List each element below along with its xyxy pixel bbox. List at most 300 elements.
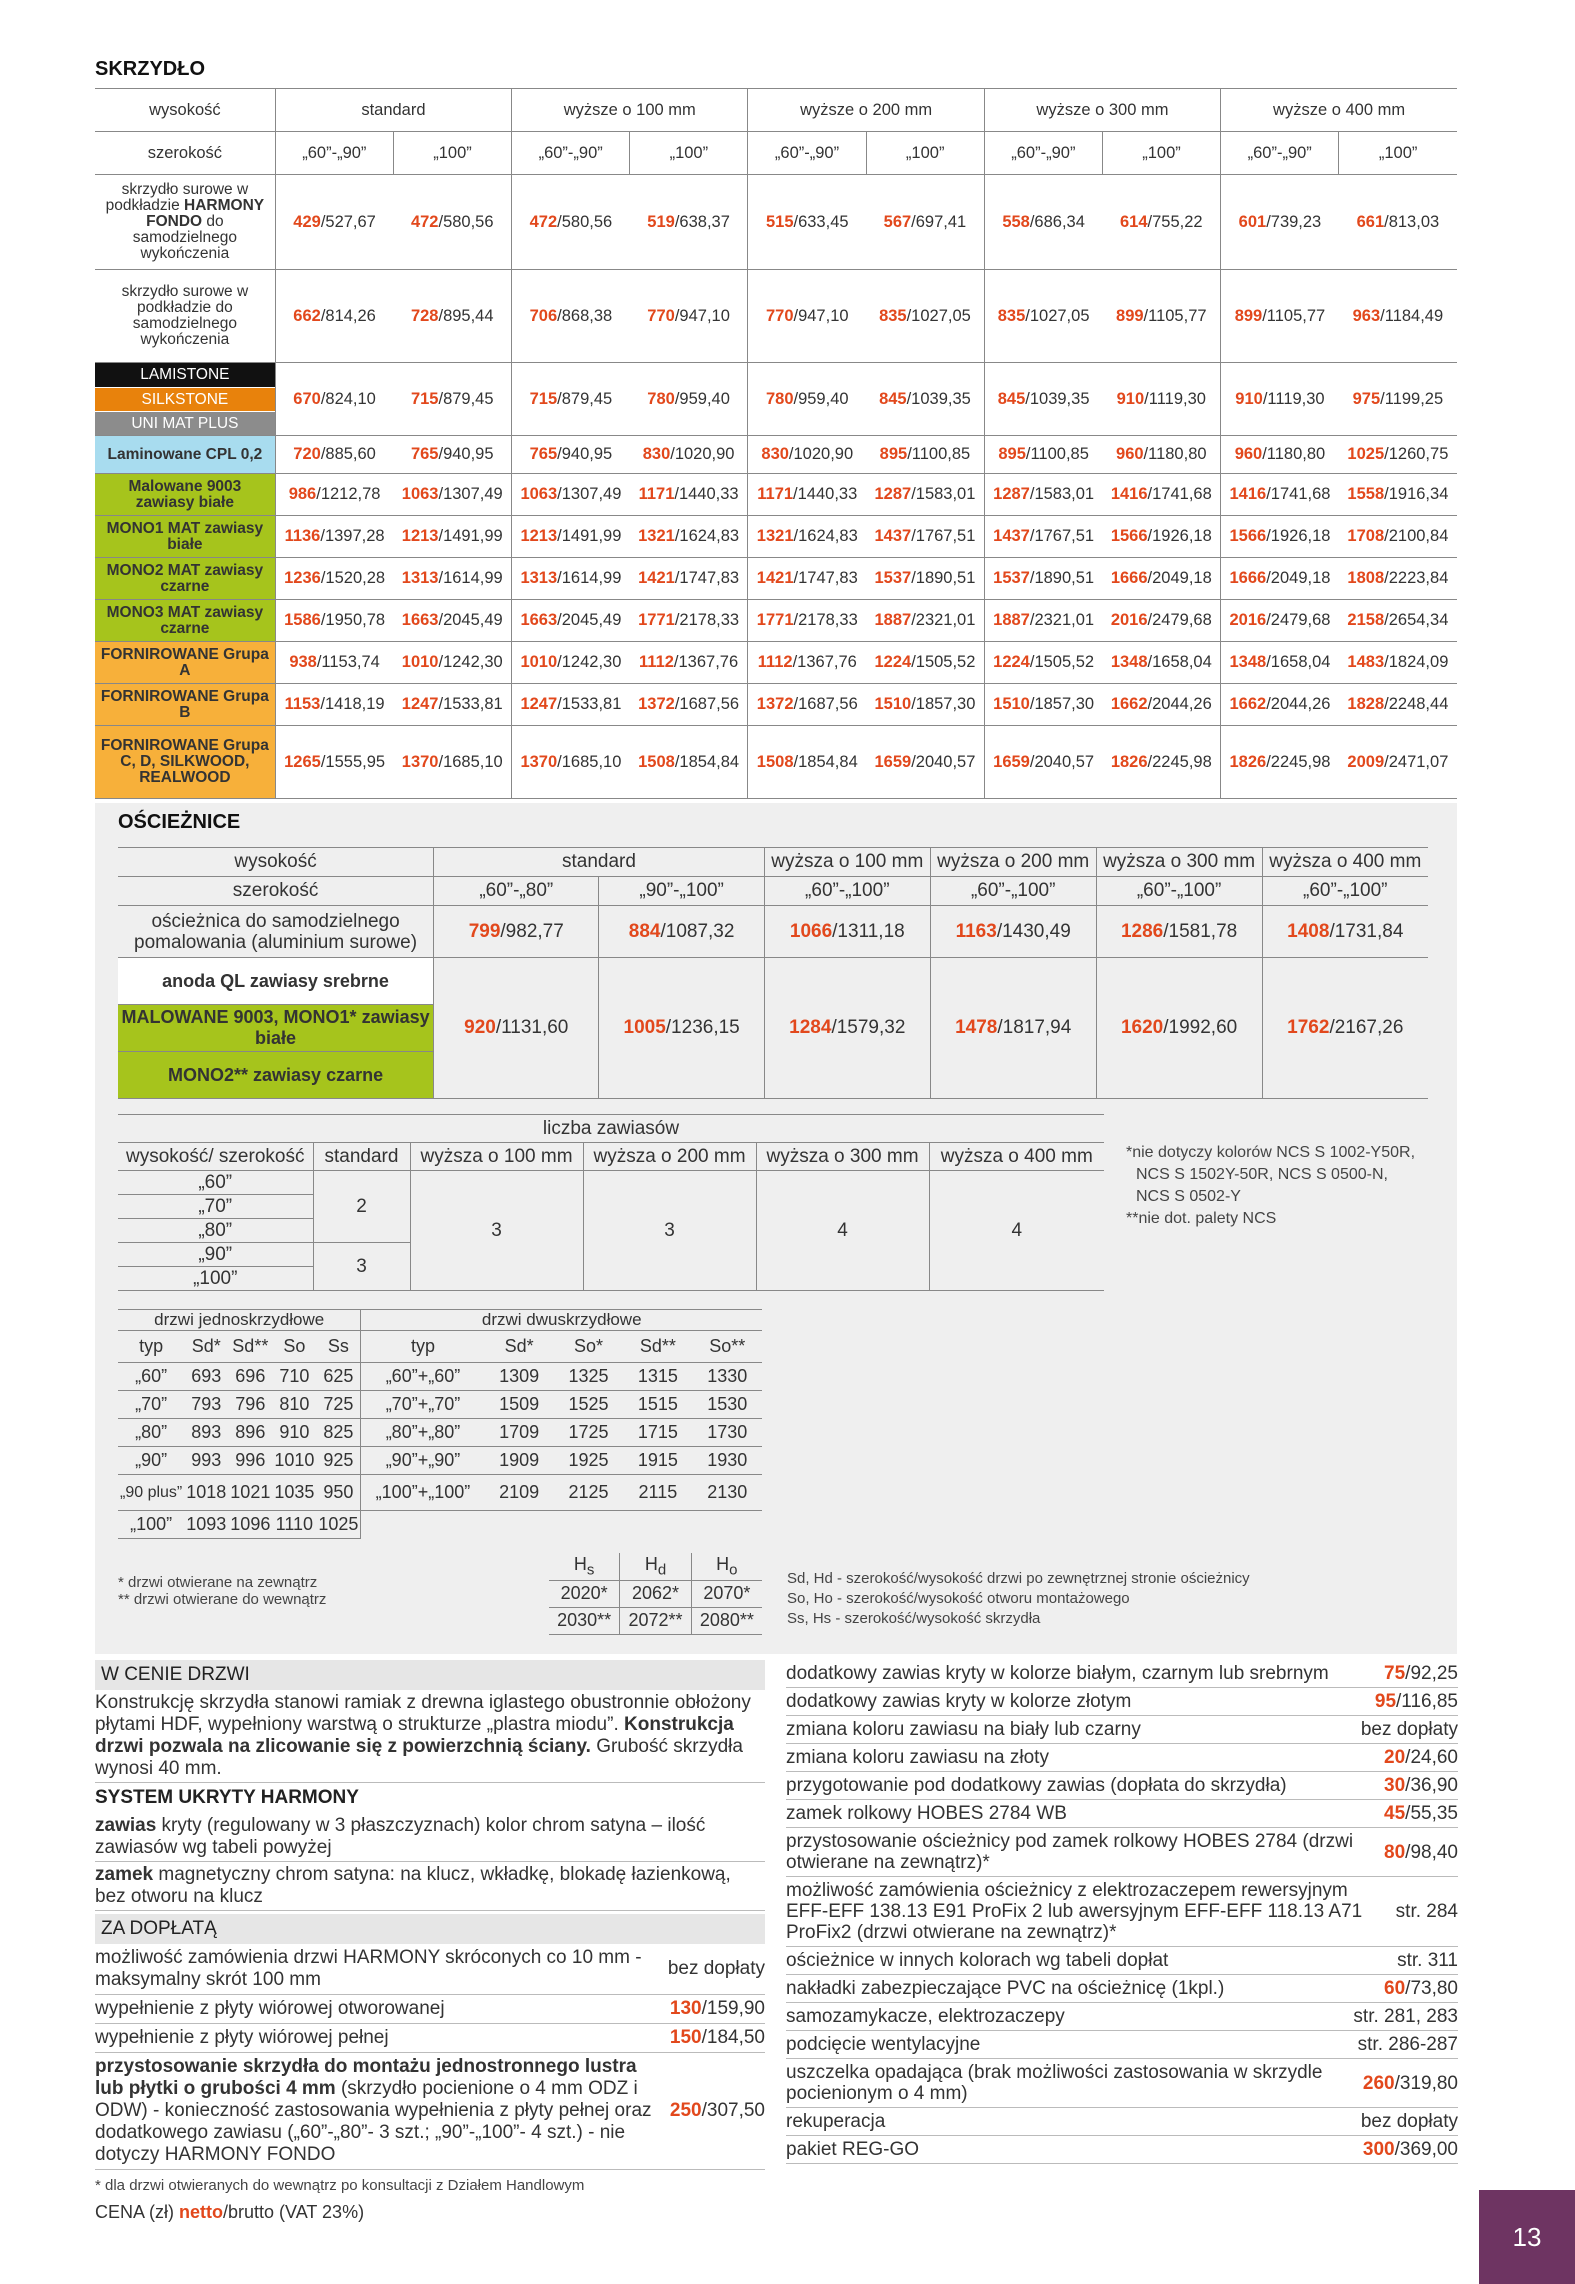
- price-gross: /1854,84: [674, 752, 740, 771]
- price-net: 1213: [401, 527, 439, 545]
- price-cell: [1102, 474, 1220, 516]
- hinge-count-table: [118, 1114, 1104, 1291]
- price-gross: str. 286-287: [1357, 2034, 1458, 2055]
- price-net: 1348: [1229, 653, 1267, 671]
- price-row: [95, 270, 1457, 363]
- width-header-row: [95, 132, 1457, 175]
- price-gross: /2044,26: [1266, 695, 1331, 713]
- price-gross: /2178,33: [674, 611, 740, 629]
- price-cell: [984, 175, 1102, 270]
- price-gross: /1199,25: [1380, 389, 1444, 408]
- price-cell: [393, 474, 511, 516]
- price-gross: /1440,33: [793, 485, 858, 503]
- price-net: 1171: [757, 485, 794, 503]
- surcharge-price: [1384, 1775, 1458, 1796]
- header-cell: wyższa o 400 mm: [1262, 848, 1428, 877]
- right-surcharge-list: [786, 1660, 1458, 2164]
- dimension-row: [118, 1391, 762, 1419]
- price-legend: CENA (zł) netto/brutto (VAT 23%): [95, 2202, 365, 2222]
- width-header-row: [118, 877, 1428, 906]
- dimensions-table: [118, 1309, 762, 1539]
- price-gross: /2049,18: [1266, 569, 1331, 587]
- price-gross: /1533,81: [557, 695, 622, 713]
- price-gross: /1614,99: [438, 569, 503, 587]
- price-cell: [748, 474, 866, 516]
- surcharge-row: [786, 1688, 1458, 1716]
- price-cell: [393, 436, 511, 474]
- price-gross: /814,26: [320, 306, 376, 325]
- price-cell: [512, 175, 630, 270]
- price-cell: [930, 958, 1096, 1099]
- header-cell: [549, 1553, 620, 1580]
- dim-cell: „70”: [118, 1391, 184, 1419]
- price-cell: [748, 558, 866, 600]
- header-cell: wyższa o 400 mm: [929, 1143, 1104, 1171]
- price-gross: /1039,35: [906, 389, 971, 408]
- size-cell: „100”: [118, 1267, 313, 1291]
- surcharge-text: nakładki zabezpieczające PVC na ościeżnicę (1kpl.): [786, 1978, 1225, 1999]
- header-cell: Sd**: [623, 1331, 692, 1363]
- price-cell: [1221, 642, 1339, 684]
- price-net: 845: [879, 389, 907, 408]
- price-net: 1762: [1287, 1017, 1330, 1038]
- price-net: 1370: [520, 752, 558, 771]
- price-gross: /1747,83: [793, 569, 858, 587]
- price-gross: /24,60: [1405, 1747, 1458, 1768]
- price-gross: /1119,30: [1262, 389, 1325, 408]
- price-net: 601: [1238, 212, 1267, 231]
- dim-cell: 2072**: [620, 1607, 691, 1634]
- price-net: 1153: [284, 695, 321, 713]
- hinge-text: zawias kryty (regulowany w 3 płaszczyznach) kolor chrom satyna – ilość zawiasów wg tabeli powyżej: [95, 1813, 765, 1862]
- price-net: 1826: [1229, 752, 1267, 771]
- price-gross: /2245,98: [1266, 752, 1331, 771]
- price-cell: [866, 474, 984, 516]
- price-gross: /1105,77: [1262, 306, 1326, 325]
- header-row: [118, 1143, 1104, 1171]
- price-gross: /2245,98: [1147, 752, 1212, 771]
- price-gross: /1153,74: [316, 653, 380, 671]
- dim-cell: 825: [316, 1419, 361, 1447]
- price-net: 884: [628, 920, 661, 942]
- price-net: 558: [1002, 212, 1030, 231]
- price-row: [95, 600, 1457, 642]
- hinge-count: 4: [756, 1171, 929, 1291]
- price-gross: /2049,18: [1147, 569, 1212, 587]
- dim-cell: „100”: [118, 1511, 184, 1539]
- dim-cell: 1915: [623, 1447, 692, 1475]
- finish-label: anoda QL zawiasy srebrne: [118, 958, 434, 1005]
- price-cell: [512, 270, 630, 363]
- dimension-row: [118, 1419, 762, 1447]
- price-gross: /580,56: [557, 212, 613, 231]
- price-cell: [512, 642, 630, 684]
- price-gross: /2471,07: [1384, 752, 1449, 771]
- h-sub: o: [729, 1561, 738, 1579]
- price-gross: /319,80: [1394, 2072, 1458, 2094]
- header-cell: „100”: [1102, 132, 1220, 175]
- price-cell: [866, 270, 984, 363]
- price-gross: /1100,85: [907, 445, 971, 463]
- price-cell: [434, 958, 599, 1099]
- header-cell: „60”-„90”: [1221, 132, 1339, 175]
- price-gross: /1397,28: [320, 527, 385, 545]
- h-letter: H: [644, 1553, 658, 1574]
- price-cell: [1221, 175, 1339, 270]
- price-net: 1224: [993, 653, 1030, 671]
- price-net: 1063: [520, 485, 558, 503]
- oscieznice-title: OŚCIEŻNICE: [118, 811, 241, 833]
- price-net: 30: [1384, 1775, 1406, 1796]
- price-cell: [630, 436, 748, 474]
- dim-cell: 1309: [484, 1363, 553, 1391]
- dim-cell: 910: [272, 1419, 316, 1447]
- price-gross: /1614,99: [557, 569, 622, 587]
- price-cell: [984, 474, 1102, 516]
- price-row: [95, 558, 1457, 600]
- price-net: 2016: [1229, 611, 1267, 629]
- price-cell: [866, 600, 984, 642]
- dim-cell: „90”: [118, 1447, 184, 1475]
- note-line: **nie dot. palety NCS: [1126, 1210, 1277, 1227]
- price-net: 1666: [1110, 569, 1148, 587]
- price-gross: /1926,18: [1266, 527, 1331, 545]
- height-row: [549, 1607, 762, 1634]
- header-cell: „60”-„90”: [984, 132, 1102, 175]
- price-net: 1171: [638, 485, 675, 503]
- price-gross: /1731,84: [1329, 920, 1404, 942]
- price-gross: /92,25: [1405, 1663, 1458, 1684]
- surcharge-price: [1397, 1950, 1458, 1971]
- header-cell: wyższa o 200 mm: [583, 1143, 756, 1171]
- dimension-legend: [787, 1569, 1250, 1629]
- price-cell: [630, 363, 748, 436]
- surcharge-row: [786, 1877, 1458, 1947]
- size-cell: „90”: [118, 1243, 313, 1267]
- price-gross: /1687,56: [793, 695, 858, 713]
- price-gross: /2248,44: [1384, 695, 1449, 713]
- surcharge-text: zmiana koloru zawiasu na złoty: [786, 1747, 1049, 1768]
- header-row: [549, 1553, 762, 1580]
- price-net: 899: [1234, 306, 1263, 325]
- dim-cell: 925: [316, 1447, 361, 1475]
- dim-cell: 1725: [554, 1419, 623, 1447]
- dim-cell: „80”+„80”: [361, 1419, 485, 1447]
- price-cell: [1096, 958, 1262, 1099]
- price-gross: /1624,83: [793, 527, 858, 545]
- price-gross: /1741,68: [1147, 485, 1212, 503]
- dim-cell: 993: [184, 1447, 228, 1475]
- price-cell: [1221, 600, 1339, 642]
- price-gross: /1418,19: [320, 695, 385, 713]
- price-net: 670: [293, 389, 321, 408]
- price-cell: [1102, 516, 1220, 558]
- price-net: 1063: [401, 485, 439, 503]
- price-gross: /2040,57: [1029, 752, 1095, 771]
- price-cell: [630, 516, 748, 558]
- price-net: 614: [1119, 212, 1148, 231]
- header-cell: „90”-„100”: [599, 877, 764, 906]
- price-net: 1537: [993, 569, 1030, 587]
- finish-swatch-label: UNI MAT PLUS: [95, 411, 275, 435]
- price-net: 1662: [1110, 695, 1148, 713]
- surcharge-text: zamek rolkowy HOBES 2784 WB: [786, 1803, 1067, 1824]
- price-net: 20: [1384, 1747, 1406, 1768]
- price-gross: /1184,49: [1380, 306, 1444, 325]
- price-net: 835: [997, 306, 1026, 325]
- header-cell: So*: [554, 1331, 623, 1363]
- price-net: 1247: [520, 695, 558, 713]
- price-net: 938: [289, 653, 317, 671]
- price-cell: [599, 906, 764, 958]
- dim-cell: 1730: [693, 1419, 762, 1447]
- price-cell: [393, 684, 511, 726]
- price-gross: /813,03: [1384, 212, 1440, 231]
- surcharge-text: przygotowanie pod dodatkowy zawias (dopłata do skrzydła): [786, 1775, 1287, 1796]
- price-net: 1508: [638, 752, 675, 771]
- price-net: 899: [1116, 306, 1144, 325]
- dim-cell: 2030**: [549, 1607, 620, 1634]
- price-row: [95, 642, 1457, 684]
- header-cell: „100”: [630, 132, 748, 175]
- header-cell: „60”-„80”: [434, 877, 599, 906]
- price-gross: /1824,09: [1384, 653, 1449, 671]
- dim-cell: 1096: [228, 1511, 272, 1539]
- price-row: [95, 684, 1457, 726]
- price-net: 1659: [993, 752, 1030, 771]
- price-cell: [1262, 906, 1428, 958]
- price-net: 1286: [1120, 920, 1164, 942]
- price-gross: /1087,32: [660, 920, 735, 942]
- price-cell: [1102, 175, 1220, 270]
- dim-cell: 1909: [484, 1447, 553, 1475]
- price-gross: /1020,90: [788, 445, 854, 463]
- row-label: FORNIROWANE Grupa C, D, SILKWOOD, REALWOOD: [95, 726, 275, 799]
- header-cell: Sd**: [228, 1331, 272, 1363]
- price-net: 75: [1384, 1663, 1406, 1684]
- price-net: 1287: [993, 485, 1030, 503]
- price-net: 1558: [1347, 485, 1385, 503]
- price-net: 1313: [520, 569, 558, 587]
- price-cell: [748, 175, 866, 270]
- size-cell: „60”: [118, 1171, 313, 1195]
- price-net: 780: [765, 389, 794, 408]
- price-cell: [748, 363, 866, 436]
- surcharge-row: [786, 2003, 1458, 2031]
- surcharge-row: [786, 1947, 1458, 1975]
- price-cell: [275, 270, 393, 363]
- note-line: * drzwi otwierane na zewnątrz: [118, 1574, 318, 1591]
- price-gross: /55,35: [1405, 1803, 1458, 1824]
- surcharge-price: [1384, 1842, 1458, 1863]
- price-net: 728: [410, 306, 439, 325]
- price-net: 1437: [874, 527, 912, 545]
- dim-cell: 2020*: [549, 1580, 620, 1607]
- price-gross: /116,85: [1396, 1691, 1458, 1712]
- price-cell: [512, 558, 630, 600]
- price-gross: /1180,80: [1262, 445, 1326, 463]
- price-net: 1421: [638, 569, 675, 587]
- header-row: [118, 1331, 762, 1363]
- price-gross: /1854,84: [793, 752, 858, 771]
- price-net: 429: [293, 212, 321, 231]
- note-line: *nie dotyczy kolorów NCS S 1002-Y50R,: [1126, 1144, 1416, 1161]
- price-net: 2016: [1110, 611, 1148, 629]
- height-row: [549, 1580, 762, 1607]
- header-cell: wyższa o 300 mm: [756, 1143, 929, 1171]
- price-gross: /1131,60: [495, 1017, 569, 1038]
- price-gross: /879,45: [557, 389, 613, 408]
- price-net: 1025: [1347, 445, 1385, 463]
- price-cell: [1102, 684, 1220, 726]
- price-cell: [748, 642, 866, 684]
- dim-cell: „80”: [118, 1419, 184, 1447]
- price-cell: [984, 684, 1102, 726]
- price-net: 1771: [638, 611, 675, 629]
- price-gross: /2045,49: [438, 611, 503, 629]
- price-gross: /868,38: [557, 306, 613, 325]
- price-gross: /1100,85: [1025, 445, 1089, 463]
- price-net: 260: [1362, 2072, 1395, 2094]
- header-cell: szerokość: [118, 877, 434, 906]
- header-cell: Sd*: [184, 1331, 228, 1363]
- header-cell: standard: [434, 848, 765, 877]
- surcharge-text: ościeżnice w innych kolorach wg tabeli dopłat: [786, 1950, 1169, 1971]
- price-net: 1408: [1287, 920, 1330, 942]
- price-row: [95, 363, 1457, 436]
- size-row: [118, 1171, 1104, 1195]
- price-net: 1708: [1347, 527, 1385, 545]
- surcharge-row: [786, 2136, 1458, 2164]
- price-cell: [393, 600, 511, 642]
- price-cell: [1221, 516, 1339, 558]
- title-row: [118, 1310, 762, 1331]
- price-cell: [393, 270, 511, 363]
- dimension-row: [118, 1363, 762, 1391]
- dim-cell: 810: [272, 1391, 316, 1419]
- price-gross: /1180,80: [1143, 445, 1207, 463]
- surcharge-price: [1363, 2139, 1458, 2160]
- legend-line: Sd, Hd - szerokość/wysokość drzwi po zewnętrznej stronie ościeżnicy: [787, 1570, 1250, 1587]
- price-cell: [630, 270, 748, 363]
- surcharge-price: [1353, 2006, 1458, 2027]
- dim-cell: „60”: [118, 1363, 184, 1391]
- price-cell: [1339, 516, 1457, 558]
- price-net: 1771: [756, 611, 794, 629]
- price-net: 1887: [874, 611, 912, 629]
- surcharge-text: dodatkowy zawias kryty w kolorze białym, czarnym lub srebrnym: [786, 1663, 1329, 1684]
- price-gross: /2167,26: [1329, 1017, 1404, 1038]
- price-net: 1566: [1229, 527, 1267, 545]
- dim-cell: 896: [228, 1419, 272, 1447]
- header-cell: wyższe o 100 mm: [512, 89, 748, 132]
- dim-cell: 2130: [693, 1475, 762, 1511]
- header-cell: „60”-„90”: [748, 132, 866, 175]
- price-gross: str. 311: [1397, 1950, 1458, 1971]
- price-cell: [866, 684, 984, 726]
- dim-cell: 725: [316, 1391, 361, 1419]
- price-net: 910: [1235, 389, 1263, 408]
- price-net: 1287: [874, 485, 912, 503]
- price-net: 1370: [401, 752, 439, 771]
- price-net: 1236: [284, 569, 321, 587]
- h-letter: H: [573, 1553, 587, 1574]
- price-net: 830: [761, 445, 789, 463]
- surcharge-price: [1361, 1719, 1458, 1740]
- surcharge-text: pakiet REG-GO: [786, 2139, 920, 2160]
- header-cell: [691, 1553, 762, 1580]
- price-gross: /739,23: [1266, 212, 1322, 231]
- price-cell: [1339, 642, 1457, 684]
- price-gross: /1857,30: [1029, 695, 1095, 713]
- hinge-count: 4: [929, 1171, 1104, 1291]
- price-cell: [764, 958, 930, 1099]
- price-gross: /940,95: [438, 445, 494, 463]
- price-gross: /2479,68: [1266, 611, 1331, 629]
- price-gross: /1741,68: [1266, 485, 1331, 503]
- price-cell: [984, 600, 1102, 642]
- row-label: MONO2 MAT zawiasy czarne: [95, 558, 275, 600]
- price-net: 472: [529, 212, 558, 231]
- header-cell: So**: [693, 1331, 762, 1363]
- h-sub: s: [586, 1561, 595, 1579]
- price-gross: /633,45: [793, 212, 849, 231]
- dimension-row: [118, 1475, 762, 1511]
- price-gross: /824,10: [320, 389, 376, 408]
- price-net: 1112: [639, 653, 674, 671]
- price-gross: /1767,51: [1029, 527, 1095, 545]
- price-net: 920: [464, 1017, 496, 1038]
- price-net: 1620: [1120, 1017, 1164, 1038]
- price-net: 765: [410, 445, 439, 463]
- height-header-row: [118, 848, 1428, 877]
- row-label: FORNIROWANE Grupa A: [95, 642, 275, 684]
- header-cell: „60”-„100”: [1096, 877, 1262, 906]
- price-cell: [393, 558, 511, 600]
- price-cell: [1221, 558, 1339, 600]
- row-label-bold: HARMONY FONDO: [146, 197, 265, 230]
- size-cell: „80”: [118, 1219, 313, 1243]
- surcharge-price: [1384, 1978, 1458, 1999]
- price-net: 1508: [756, 752, 794, 771]
- dim-cell: 2109: [484, 1475, 553, 1511]
- row-label: FORNIROWANE Grupa B: [95, 684, 275, 726]
- dim-cell: 1325: [554, 1363, 623, 1391]
- price-net: 567: [883, 212, 912, 231]
- dim-cell: 1525: [554, 1391, 623, 1419]
- header-cell: szerokość: [95, 132, 275, 175]
- price-gross: /1440,33: [674, 485, 739, 503]
- dim-cell: 1025: [316, 1511, 361, 1539]
- header-cell: wyższe o 400 mm: [1221, 89, 1457, 132]
- section-header: SYSTEM UKRYTY HARMONY: [95, 1787, 359, 1808]
- dim-cell: „90 plus”: [118, 1475, 184, 1511]
- price-gross: /1027,05: [906, 306, 971, 325]
- surcharge-row: możliwość zamówienia drzwi HARMONY skróconych co 10 mm - maksymalny skrót 100 mm bez dopłaty: [95, 1944, 765, 1995]
- price-cell: [1339, 175, 1457, 270]
- price-gross: /1367,76: [792, 653, 857, 671]
- price-net: 1826: [1110, 752, 1148, 771]
- price-cell: [866, 516, 984, 558]
- price-gross: /1491,99: [557, 527, 622, 545]
- price-net: 1321: [756, 527, 794, 545]
- price-gross: /98,40: [1405, 1841, 1458, 1863]
- row-label: skrzydło surowe w podkładzie HARMONY FONDO do samodzielnego wykończenia: [95, 175, 275, 270]
- price-gross: str. 284: [1395, 1901, 1458, 1922]
- color-notes: [1126, 1142, 1415, 1230]
- price-net: 895: [879, 445, 908, 463]
- price-net: 300: [1362, 2139, 1395, 2160]
